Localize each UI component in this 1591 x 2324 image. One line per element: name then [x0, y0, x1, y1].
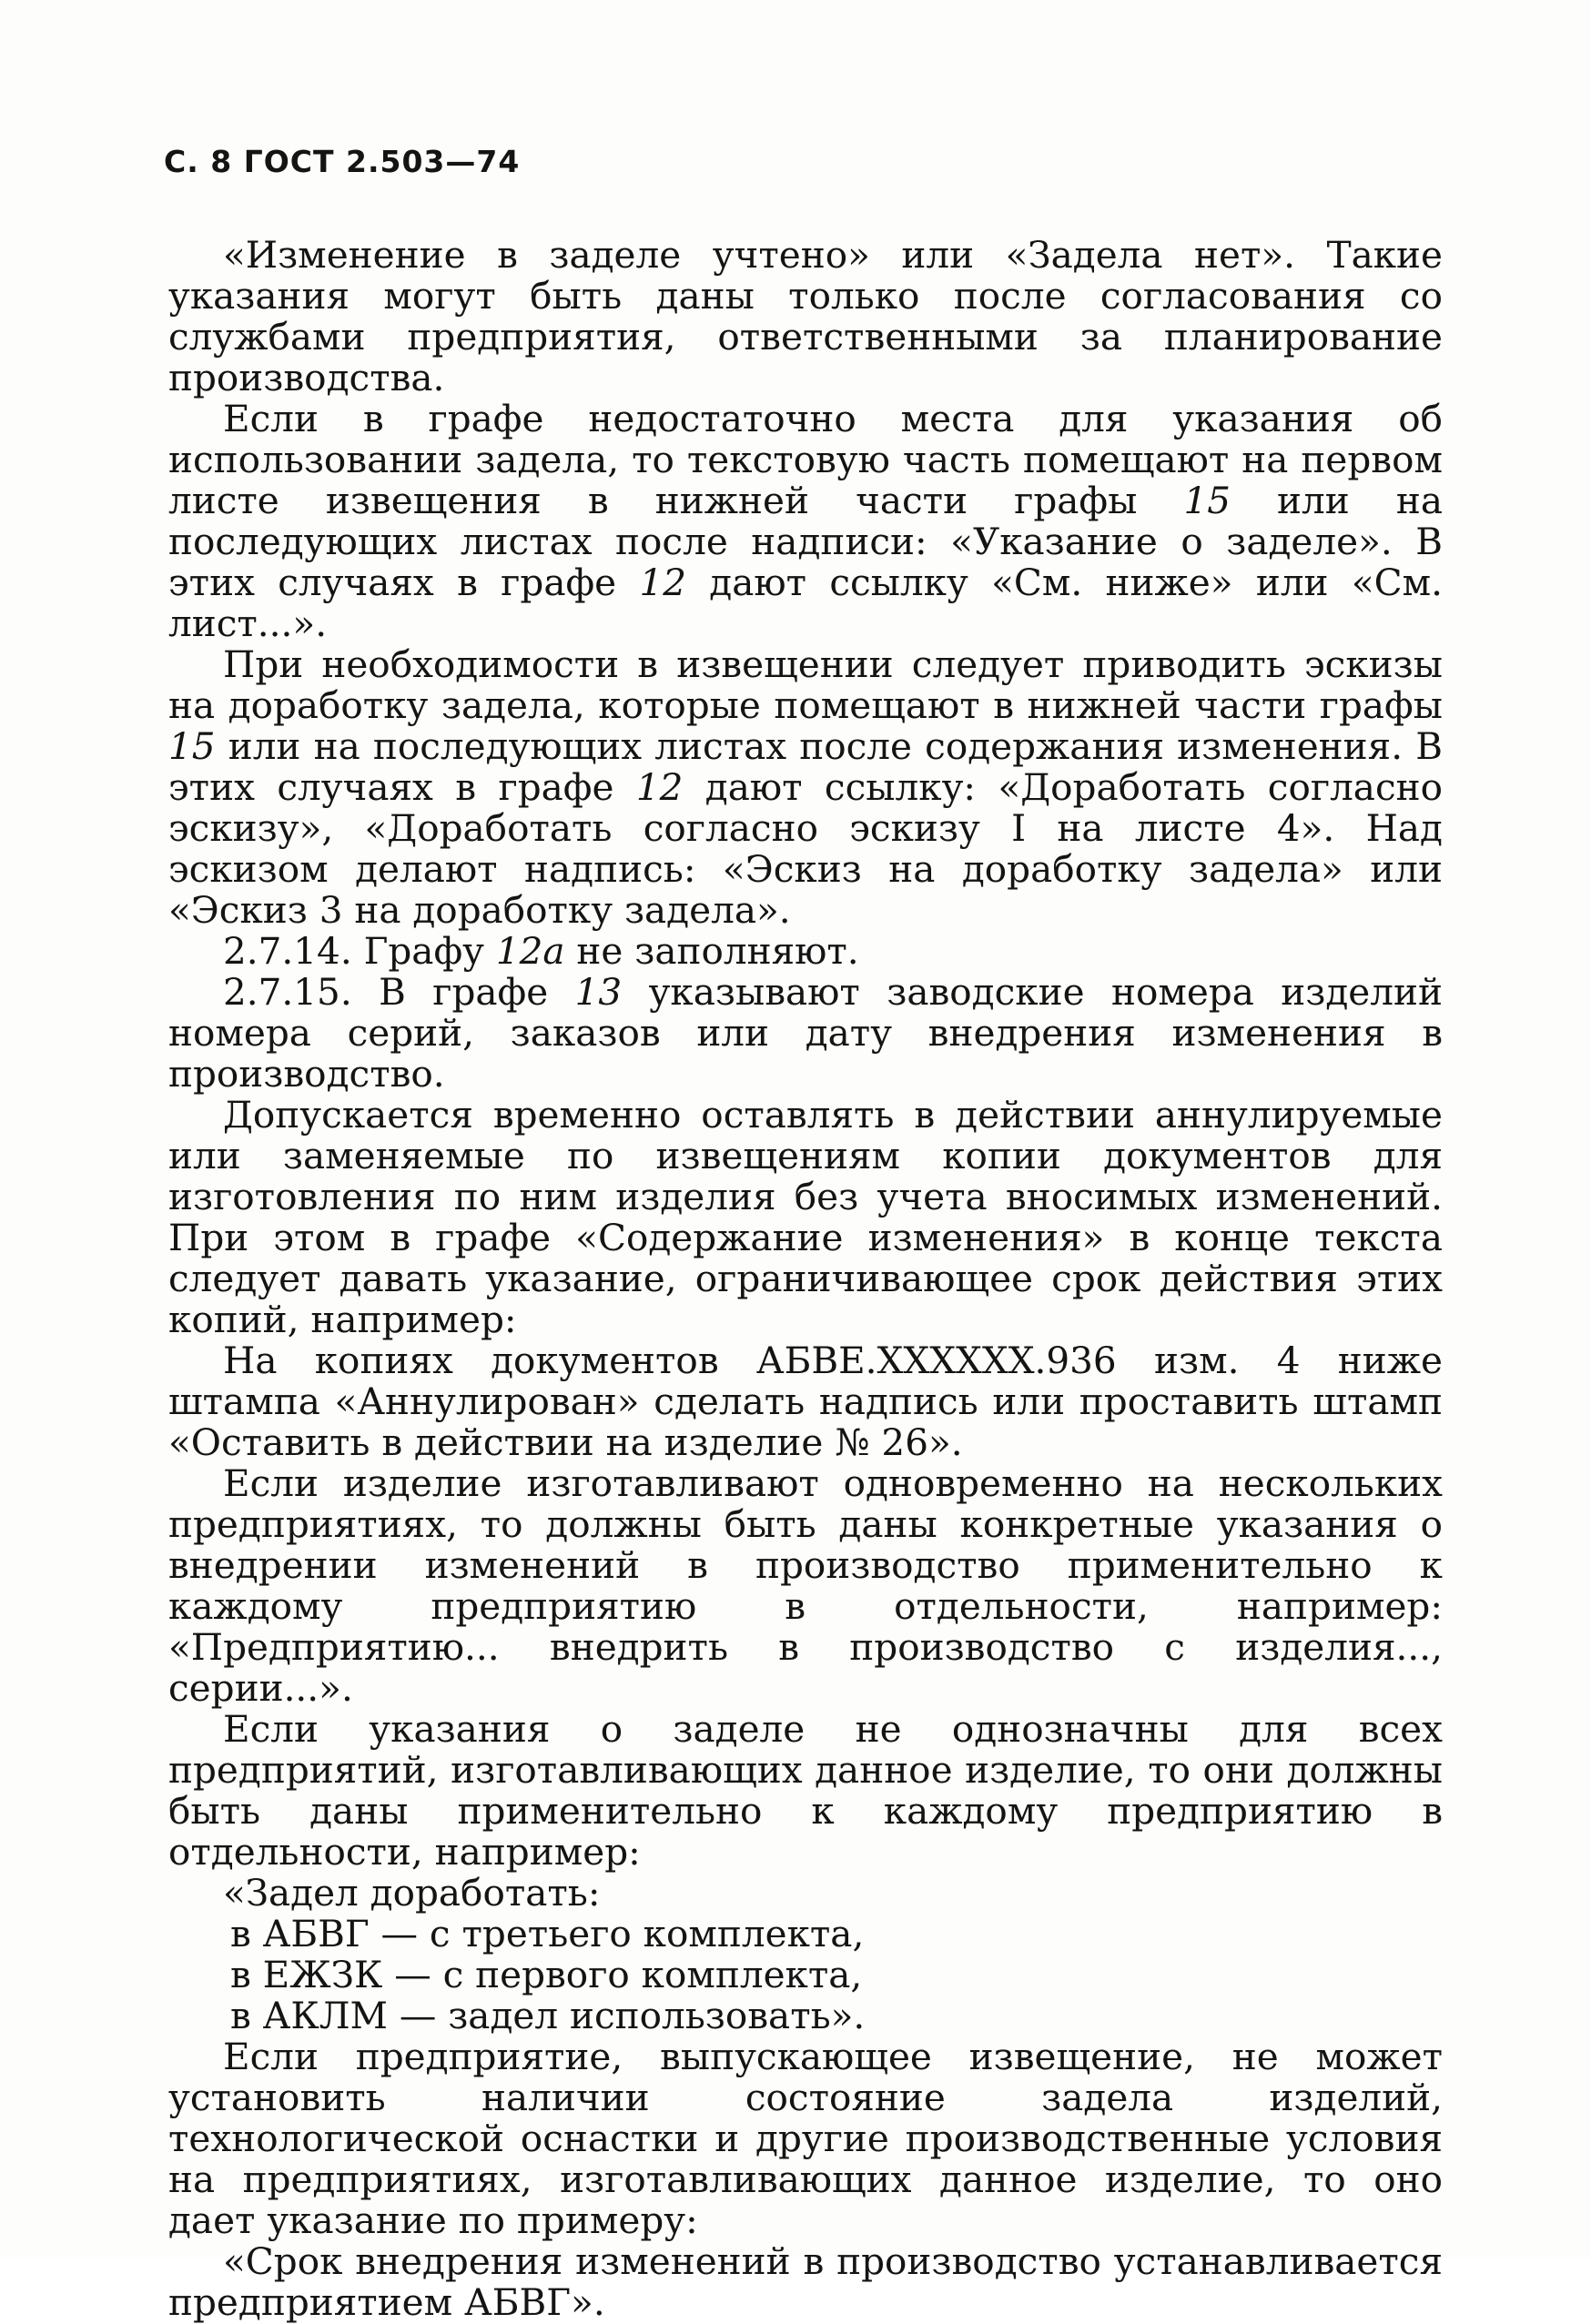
page-header: С. 8 ГОСТ 2.503—74 — [164, 144, 521, 179]
paragraph-8: Если изделие изготавливают одновременно на нескольких предприятиях, то должны быть даны конкретные указания о внедрении изменений в производство применительно к каждому предприятию в отдельности, например: «Предприятию... внедрить в производство с изделия..., серии...». — [168, 1461, 1443, 1710]
graph-number-12: 12 — [635, 765, 684, 809]
clause-2-7-15-text-a: 2.7.15. В графе — [223, 970, 575, 1014]
paragraph-1: «Изменение в заделе учтено» или «Задела нет». Такие указания могут быть даны только после согласования со службами предприятия, ответственными за планирование производства. — [168, 233, 1443, 399]
document-body — [168, 235, 1443, 2323]
list-item: в АКЛМ — задел использовать». — [230, 1994, 866, 2037]
paragraph-2-text-a: Если в графе недостаточно места для указания об использовании задела, то текстовую часть помещают на первом листе извещения в нижней части графы — [168, 397, 1443, 522]
list-item: в ЕЖЗК — с первого комплекта, — [230, 1953, 863, 1996]
paragraph-2-text-b: или на последующих листах после надписи: «Указание о заделе». В этих случаях в графе — [168, 479, 1443, 604]
graph-number-12a: 12а — [495, 929, 565, 973]
paragraph-example-copies: На копиях документов АБВЕ.XXXXXX.936 изм. 4 ниже штампа «Аннулирован» сделать надпись или проставить штамп «Оставить в действии на изделие № 26». — [168, 1339, 1443, 1464]
paragraph-3-text-c: дают ссылку: «Доработать согласно эскизу», «Доработать согласно эскизу I на листе 4». Над эскизом делают надпись: «Эскиз на доработку задела» или «Эскиз 3 на доработку задела». — [168, 765, 1443, 932]
paragraph-2 — [168, 399, 1443, 644]
paragraph-3-text-a: При необходимости в извещении следует приводить эскизы на доработку задела, которые помещают в нижней части графы — [168, 642, 1443, 727]
paragraph-2-7-15 — [168, 972, 1443, 1095]
graph-number-12: 12 — [639, 561, 686, 604]
paragraph-3-text-b: или на последующих листах после содержания изменения. В этих случаях в графе — [168, 724, 1443, 809]
paragraph-11: «Срок внедрения изменений в производство устанавливается предприятием АБВГ». — [168, 2239, 1443, 2324]
paragraph-3 — [168, 644, 1443, 931]
graph-number-15: 15 — [1183, 479, 1231, 522]
clause-2-7-14-text-b: не заполняют. — [564, 929, 859, 973]
graph-number-13: 13 — [574, 970, 623, 1014]
list-intro: «Задел доработать: — [223, 1871, 601, 1915]
paragraph-2-text-c: дают ссылку «См. ниже» или «См. лист...». — [168, 561, 1443, 645]
paragraph-2-7-14 — [168, 931, 1443, 972]
clause-2-7-14-text-a: 2.7.14. Графу — [223, 929, 496, 973]
list-item: в АБВГ — с третьего комплекта, — [230, 1912, 865, 1955]
clause-2-7-15-text-b: указывают заводские номера изделий номера серий, заказов или дату внедрения изменения в производство. — [168, 970, 1443, 1096]
graph-number-15: 15 — [168, 724, 216, 768]
paragraph-9: Если указания о заделе не однозначны для всех предприятий, изготавливающих данное изделие, то они должны быть даны применительно к каждому предприятию в отдельности, например: — [168, 1707, 1443, 1874]
paragraph-10: Если предприятие, выпускающее извещение, не может установить наличии состояние задела изделий, технологической оснастки и другие производственные условия на предприятиях, изготавливающих данное изделие, то оно дает указание по примеру: — [168, 2035, 1443, 2242]
paragraph-6: Допускается временно оставлять в действии аннулируемые или заменяемые по извещениям копии документов для изготовления по ним изделия без учета вносимых изменений. При этом в графе «Содержание изменения» в конце текста следует давать указание, ограничивающее срок действия этих копий, например: — [168, 1093, 1443, 1341]
